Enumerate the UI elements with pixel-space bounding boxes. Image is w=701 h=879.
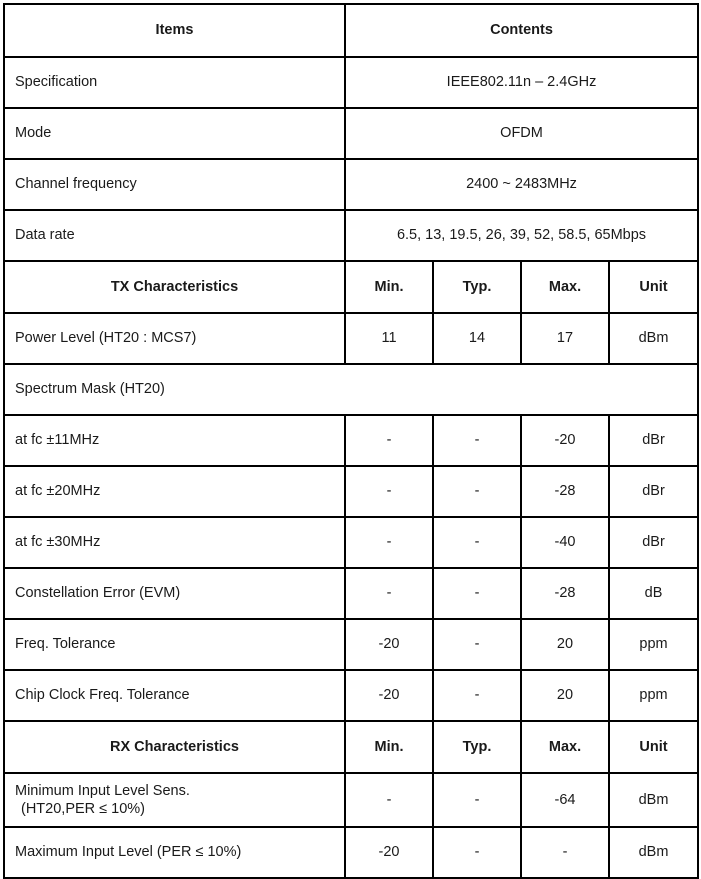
table-row	[4, 210, 698, 261]
cell-unit: dBr	[609, 415, 698, 466]
table-header-row	[4, 4, 698, 57]
row-label: Data rate	[4, 210, 345, 261]
table-row	[4, 415, 698, 466]
table-row	[4, 313, 698, 364]
table-row	[4, 568, 698, 619]
cell-min: -	[345, 415, 433, 466]
cell-typ: -	[433, 415, 521, 466]
cell-min: -	[345, 773, 433, 827]
table-row	[4, 670, 698, 721]
cell-min: -	[345, 568, 433, 619]
row-label: Constellation Error (EVM)	[4, 568, 345, 619]
table-row	[4, 466, 698, 517]
row-label: at fc ±11MHz	[4, 415, 345, 466]
rx-column-unit: Unit	[609, 721, 698, 773]
cell-unit: ppm	[609, 670, 698, 721]
header-contents: Contents	[345, 4, 698, 57]
cell-typ: -	[433, 466, 521, 517]
table-row	[4, 827, 698, 878]
table-row	[4, 159, 698, 210]
cell-typ: -	[433, 517, 521, 568]
row-label: at fc ±30MHz	[4, 517, 345, 568]
cell-typ: -	[433, 619, 521, 670]
tx-section-header-row	[4, 261, 698, 313]
cell-min: 11	[345, 313, 433, 364]
cell-max: -64	[521, 773, 609, 827]
cell-max: -28	[521, 466, 609, 517]
cell-unit: dBm	[609, 773, 698, 827]
cell-max: -28	[521, 568, 609, 619]
cell-max: -40	[521, 517, 609, 568]
cell-unit: ppm	[609, 619, 698, 670]
cell-max: -	[521, 827, 609, 878]
cell-unit: dB	[609, 568, 698, 619]
row-label: Maximum Input Level (PER ≤ 10%)	[4, 827, 345, 878]
row-label: Power Level (HT20 : MCS7)	[4, 313, 345, 364]
cell-max: 20	[521, 670, 609, 721]
tx-column-typ: Typ.	[433, 261, 521, 313]
rx-section-title: RX Characteristics	[4, 721, 345, 773]
cell-typ: 14	[433, 313, 521, 364]
tx-column-unit: Unit	[609, 261, 698, 313]
cell-max: 20	[521, 619, 609, 670]
header-items: Items	[4, 4, 345, 57]
cell-min: -	[345, 466, 433, 517]
row-label-line1: Minimum Input Level Sens.	[15, 782, 190, 799]
cell-unit: dBr	[609, 466, 698, 517]
cell-min: -20	[345, 827, 433, 878]
row-value: IEEE802.11n – 2.4GHz	[345, 57, 698, 108]
cell-min: -	[345, 517, 433, 568]
row-label: Chip Clock Freq. Tolerance	[4, 670, 345, 721]
row-label: Specification	[4, 57, 345, 108]
rx-column-typ: Typ.	[433, 721, 521, 773]
cell-max: -20	[521, 415, 609, 466]
cell-min: -20	[345, 670, 433, 721]
table-row	[4, 57, 698, 108]
tx-section-title: TX Characteristics	[4, 261, 345, 313]
cell-unit: dBm	[609, 827, 698, 878]
row-label: Freq. Tolerance	[4, 619, 345, 670]
rx-column-max: Max.	[521, 721, 609, 773]
row-value: 2400 ~ 2483MHz	[345, 159, 698, 210]
table-row	[4, 517, 698, 568]
table-row	[4, 773, 698, 827]
tx-column-min: Min.	[345, 261, 433, 313]
row-label: at fc ±20MHz	[4, 466, 345, 517]
row-value: OFDM	[345, 108, 698, 159]
wifi-specification-table	[3, 3, 699, 879]
tx-column-max: Max.	[521, 261, 609, 313]
cell-typ: -	[433, 773, 521, 827]
row-label: Spectrum Mask (HT20)	[4, 364, 698, 415]
table-row	[4, 619, 698, 670]
cell-min: -20	[345, 619, 433, 670]
rx-column-min: Min.	[345, 721, 433, 773]
cell-max: 17	[521, 313, 609, 364]
row-label	[4, 773, 345, 827]
cell-typ: -	[433, 827, 521, 878]
cell-unit: dBr	[609, 517, 698, 568]
rx-section-header-row	[4, 721, 698, 773]
cell-unit: dBm	[609, 313, 698, 364]
row-label: Channel frequency	[4, 159, 345, 210]
cell-typ: -	[433, 568, 521, 619]
row-label-line2: (HT20,PER ≤ 10%)	[21, 801, 145, 817]
row-label: Mode	[4, 108, 345, 159]
table-row-spanning	[4, 364, 698, 415]
table-row	[4, 108, 698, 159]
cell-typ: -	[433, 670, 521, 721]
row-value: 6.5, 13, 19.5, 26, 39, 52, 58.5, 65Mbps	[345, 210, 698, 261]
